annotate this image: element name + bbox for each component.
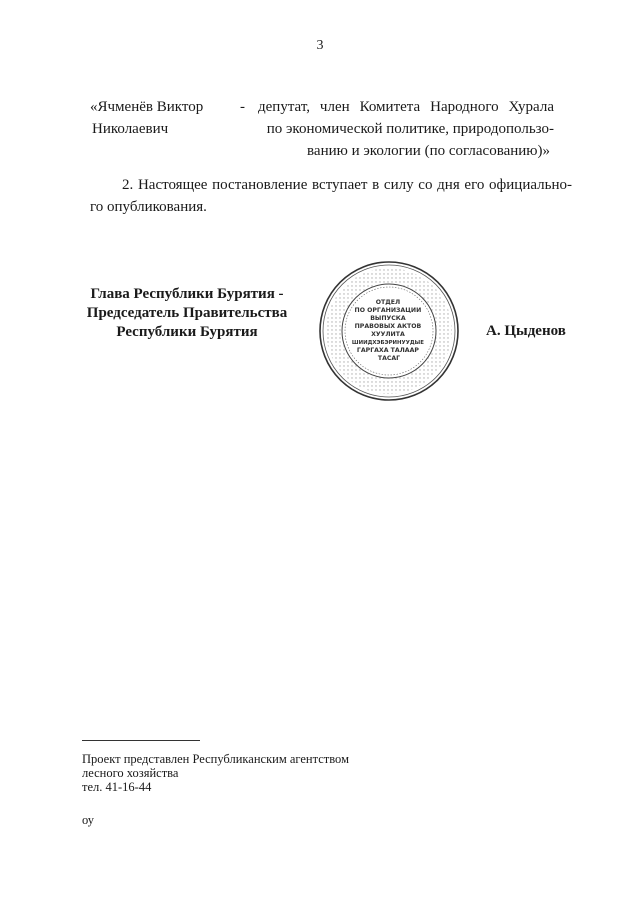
seal-text-line1: ОТДЕЛ [375,299,401,306]
member-role [258,96,554,162]
author-code: оу [82,813,95,827]
signer-title-line3: Республики Бурятия [116,324,258,340]
signer-title [82,285,292,342]
seal-text-line6: ШИИДХЭБЭРИНУУДЫЕ [351,340,424,346]
official-seal [318,260,460,402]
seal-text-line4: ПРАВОВЫХ АКТОВ [354,323,422,330]
signer-name: А. Цыденов [486,323,566,339]
member-name-line1: «Ячменёв Виктор [90,99,204,115]
clause-line1: 2. Настоящее постановление вступает в силу со дня его официально- [122,177,572,193]
seal-text-line7: ГАРГАХА ТАЛААР [356,347,419,354]
footnote-line1: Проект представлен Республиканским агентством [82,752,349,766]
seal-text-line8: ТАСАГ [377,355,401,362]
member-role-line3: ванию и экологии (по согласованию)» [307,143,550,159]
seal-text-line5: ХУУЛИТА [371,331,405,338]
seal-text-line3: ВЫПУСКА [370,315,406,322]
member-dash: - [240,99,245,115]
clause-line2: го опубликования. [90,199,207,215]
page-number: 3 [316,38,324,53]
footnote-divider [82,740,200,741]
member-name-line2: Николаевич [92,121,169,137]
footnote-line2: лесного хозяйства [82,766,179,780]
signer-title-line2: Председатель Правительства [86,305,288,321]
signer-title-line1: Глава Республики Бурятия - [90,286,284,302]
footnote [82,752,349,794]
clause-paragraph [90,174,572,218]
member-role-line2: по экономической политике, природопользо- [266,121,554,137]
member-role-line1: депутат, член Комитета Народного Хурала [258,99,554,115]
seal-text-line2: ПО ОРГАНИЗАЦИИ [354,307,422,314]
footnote-line3: тел. 41-16-44 [82,780,152,794]
member-name [90,96,240,140]
